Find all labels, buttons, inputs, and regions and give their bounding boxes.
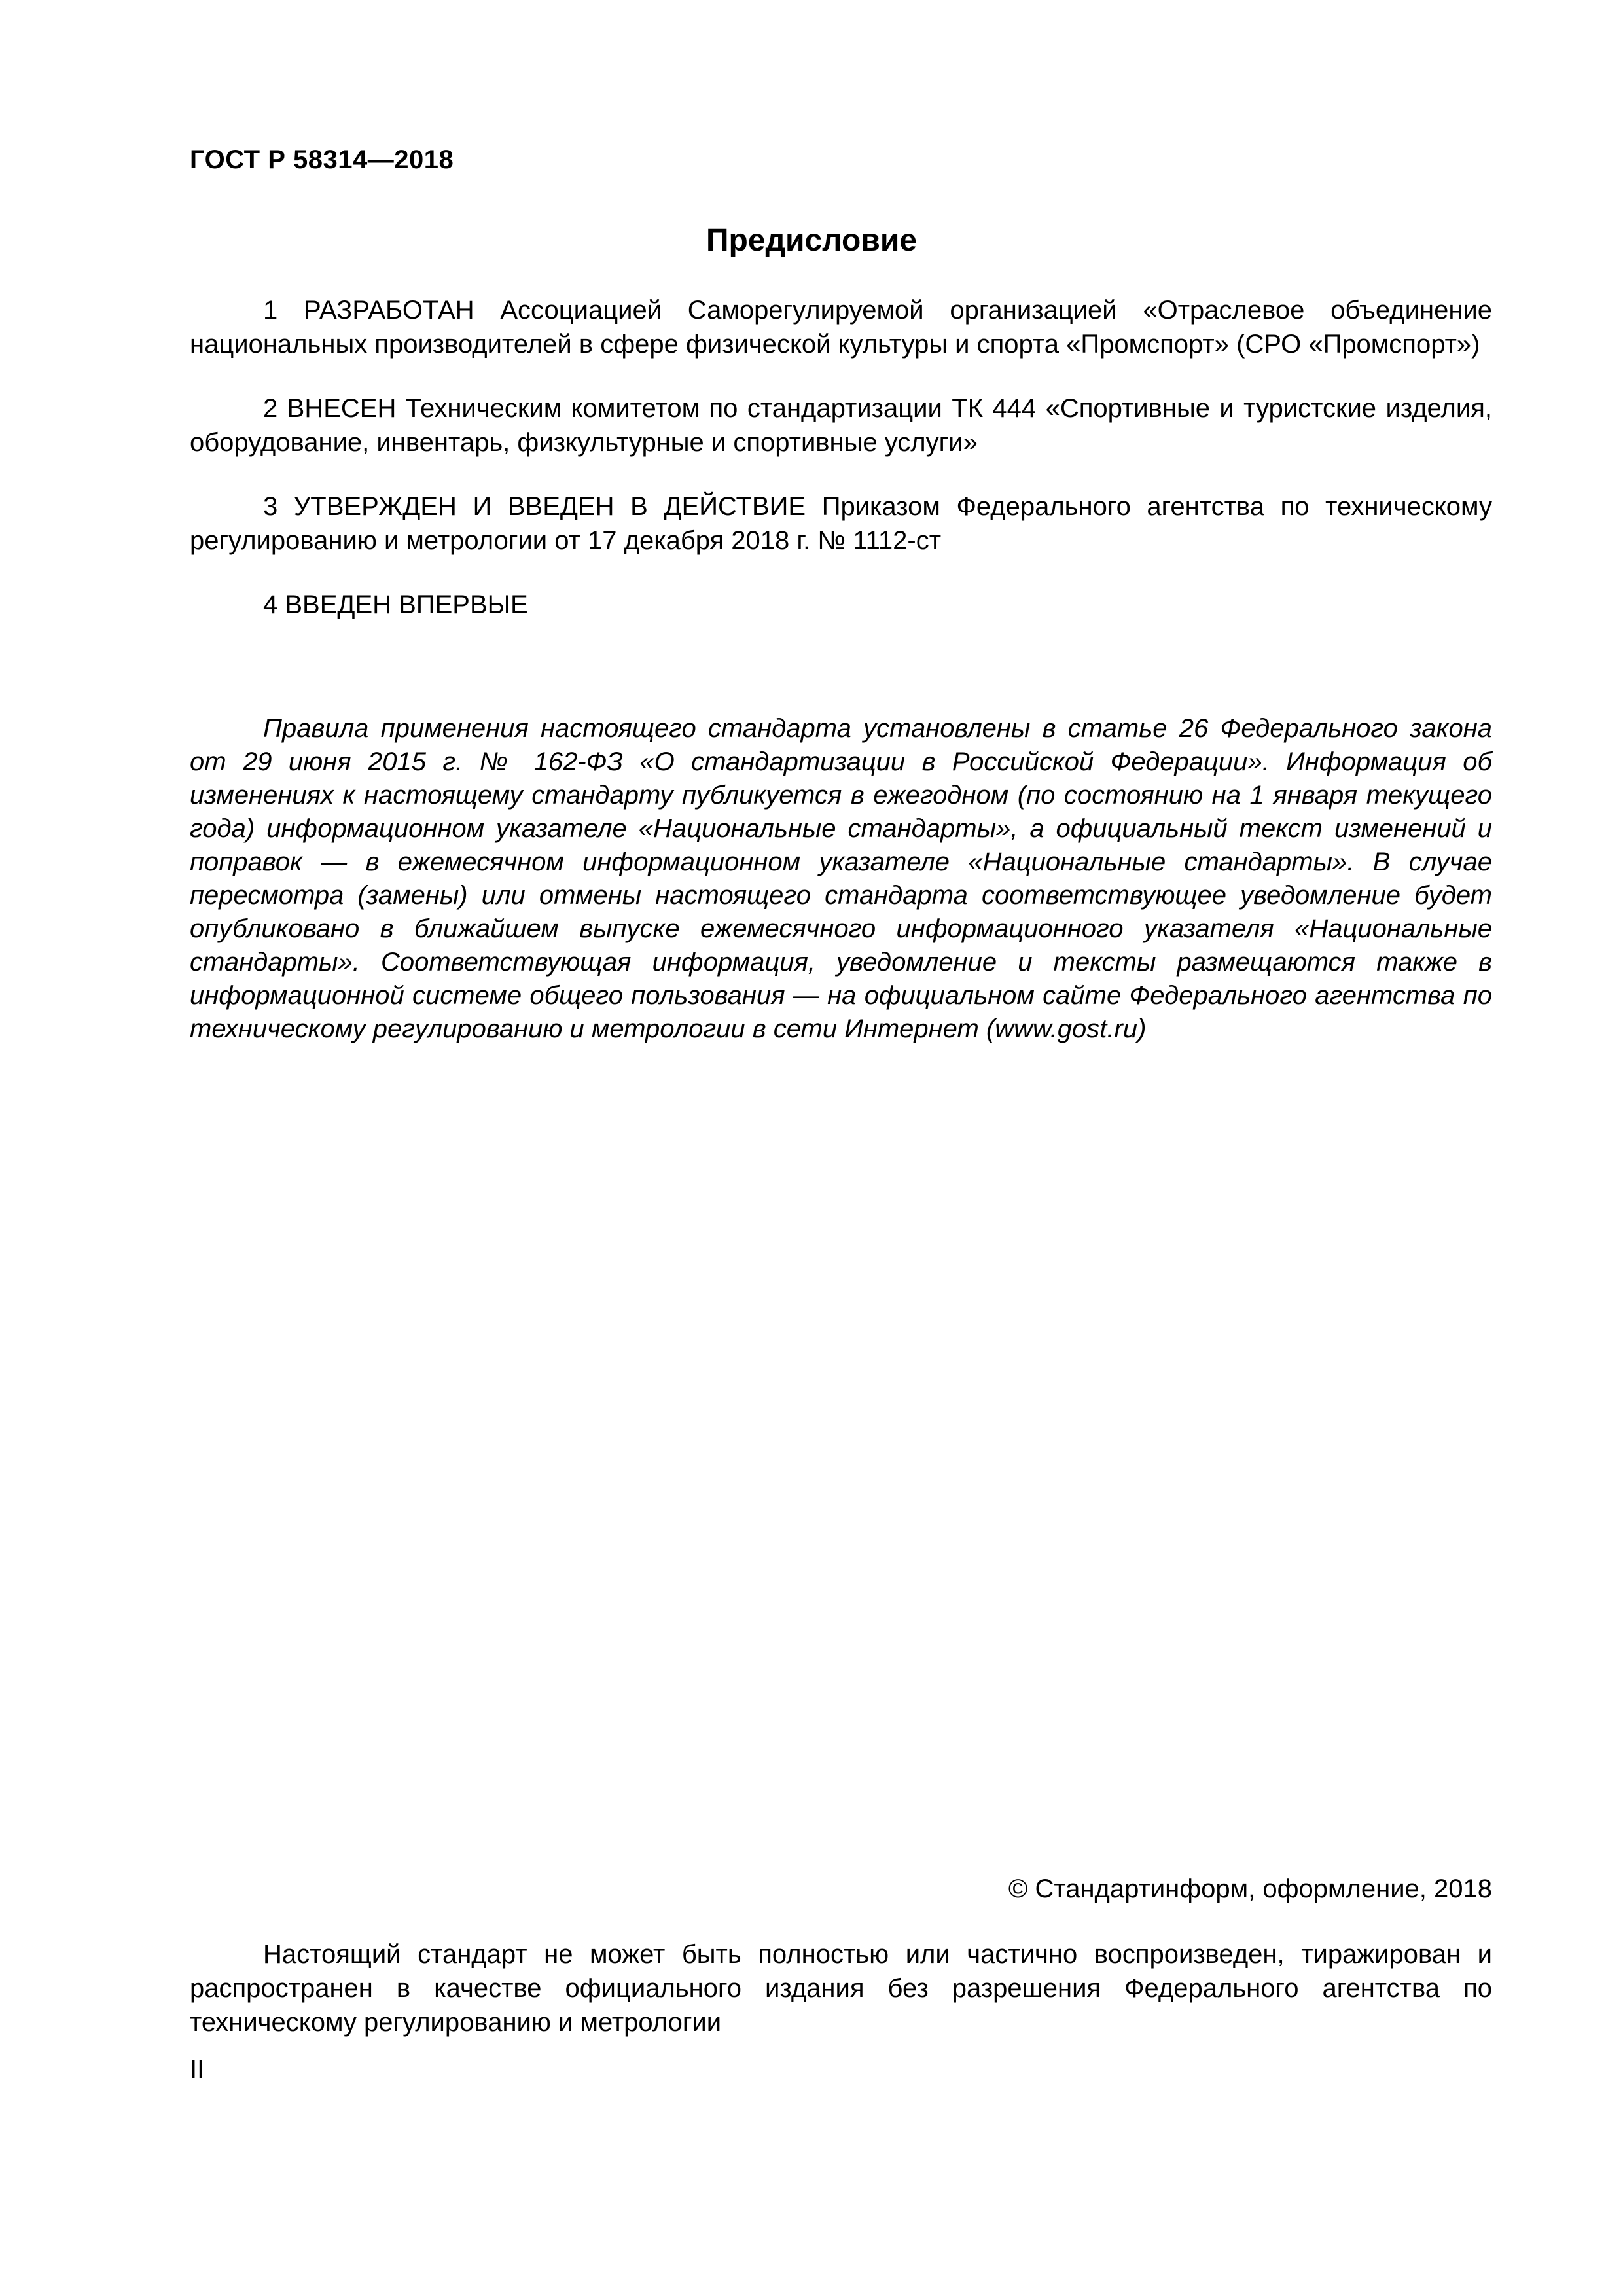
standard-id-header: ГОСТ Р 58314—2018: [190, 145, 454, 174]
page-title: Предисловие: [705, 223, 918, 258]
preface-items: [190, 293, 1492, 622]
preface-item-1: 1 РАЗРАБОТАН Ассоциацией Саморегулируемой организацией «Отраслевое объединение национальных производителей в сфере физической культуры и спорта «Промспорт» (СРО «Промспорт»): [190, 296, 1492, 359]
preface-item-2: 2 ВНЕСЕН Техническим комитетом по стандартизации ТК 444 «Спортивные и туристские изделия, оборудование, инвентарь, физкультурные и спортивные услуги»: [190, 394, 1492, 457]
preface-item-3: 3 УТВЕРЖДЕН И ВВЕДЕН В ДЕЙСТВИЕ Приказом Федерального агентства по техническому регулированию и метрологии от 17 декабря 2018 г. № 1112-ст: [190, 492, 1492, 555]
page-number: II: [190, 2055, 205, 2084]
preface-item-4: 4 ВВЕДЕН ВПЕРВЫЕ: [263, 590, 528, 619]
copyright-line: © Стандартинформ, оформление, 2018: [1008, 1874, 1492, 1903]
standard-usage-notice: Правила применения настоящего стандарта установлены в статье 26 Федерального закона от 29 июня 2015 г. № 162-ФЗ «О стандартизации в Российской Федерации». Информация об изменениях к настоящему стандарту публикуется в ежегодном (по состоянию на 1 января текущего года) информационном указателе «Национальные стандарты», а официальный текст изменений и поправок — в ежемесячном информационном указателе «Национальные стандарты». В случае пересмотра (замены) или отмены настоящего стандарта соответствующее уведомление будет опубликовано в ближайшем выпуске ежемесячного информационного указателя «Национальные стандарты». Соответствующая информация, уведомление и тексты размещаются также в информационной системе общего пользования — на официальном сайте Федерального агентства по техническому регулированию и метрологии в сети Интернет (www.gost.ru): [190, 714, 1492, 1043]
reproduction-notice: Настоящий стандарт не может быть полностью или частично воспроизведен, тиражирован и распространен в качестве официального издания без разрешения Федерального агентства по техническому регулированию и метрологии: [190, 1940, 1492, 2037]
